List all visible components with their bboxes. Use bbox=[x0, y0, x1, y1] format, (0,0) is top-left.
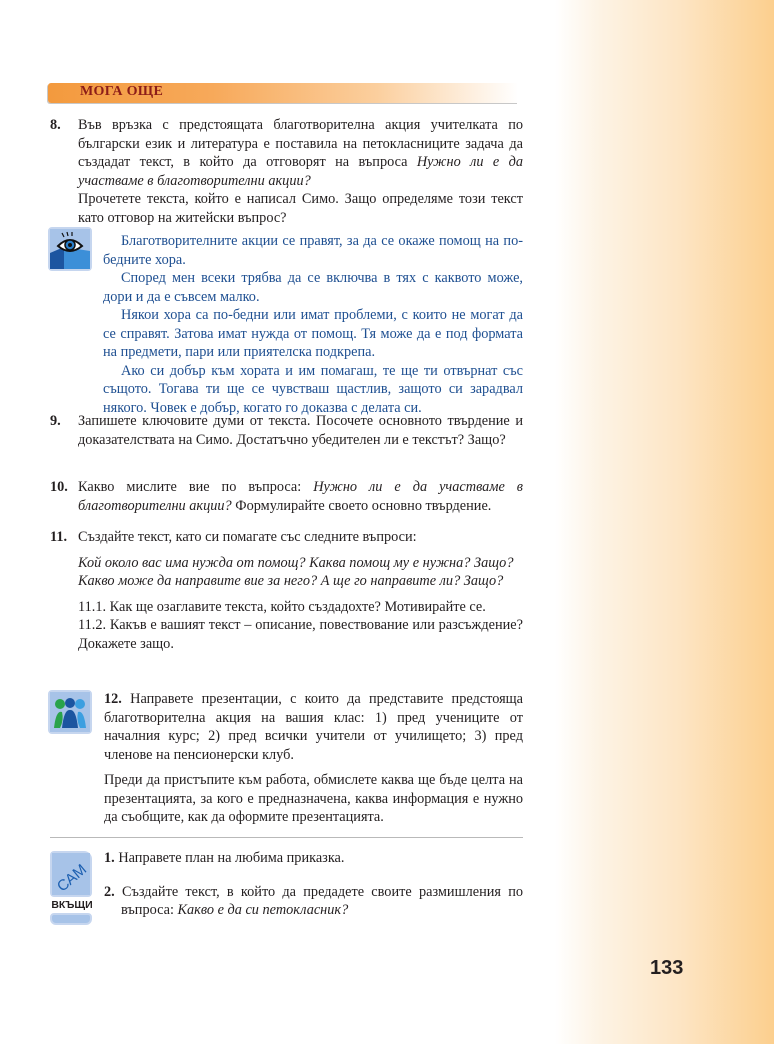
question-8-body bbox=[78, 116, 523, 227]
question-number: 12. bbox=[104, 691, 122, 707]
group-work-icon bbox=[48, 690, 92, 734]
question-11-body bbox=[78, 528, 523, 653]
question-12-body bbox=[104, 690, 523, 764]
question-11 bbox=[50, 528, 523, 653]
question-text: Прочетете текста, който е написал Симо. Защо определяме този текст като отговор на житейски въпрос? bbox=[78, 191, 523, 226]
guiding-question: Какво може да направите вие за него? А ще го направите ли? Защо? bbox=[78, 573, 504, 589]
story-paragraph: Някои хора са по-бедни или имат проблеми, с които не могат да се справят. Затова имат нужда от помощ. Тя може да е под формата на предмети, пари или приятелска подкрепа. bbox=[103, 307, 523, 360]
question-text: Създайте текст, като си помагате със следните въпроси: bbox=[78, 529, 417, 545]
sam-word: САМ bbox=[53, 861, 90, 895]
sub-item: 11.1. Как ще озаглавите текста, който създадохте? Мотивирайте се. bbox=[78, 598, 486, 615]
homework-number: 1. bbox=[104, 850, 115, 866]
question-10 bbox=[50, 478, 523, 515]
sam-vkashti-icon bbox=[50, 851, 92, 897]
story-paragraph: Според мен всеки трябва да се включва в тях с каквото може, дори и да е съвсем малко. bbox=[103, 270, 523, 305]
guiding-question: Кой около вас има нужда от помощ? Каква помощ му е нужна? Защо? bbox=[78, 554, 514, 571]
student-text-simo bbox=[103, 232, 523, 417]
question-12 bbox=[104, 690, 523, 827]
homework-item-1 bbox=[104, 849, 523, 868]
question-text: Във връзка с предстоящата благотворителна акция учителката по български език и литература е поставила на петокласниците задача да създадат текст, в който да отговорят на въпроса bbox=[78, 117, 523, 170]
divider bbox=[50, 837, 523, 838]
question-note: Преди да пристъпите към работа, обмислете каква ще бъде целта на презентацията, за кого е предназначена, каква информация е нужно да съобщите, как да оформите презентацията. bbox=[104, 772, 523, 825]
question-italic-text: Нужно ли е да участваме в благотворителни акции? bbox=[78, 154, 523, 189]
question-number: 10. bbox=[50, 479, 68, 495]
homework-number: 2. bbox=[104, 883, 115, 900]
sub-item: 11.2. Какъв е вашият текст – описание, повествование или разсъждение? Докажете защо. bbox=[78, 617, 523, 652]
question-8 bbox=[50, 116, 523, 227]
section-title: МОГА ОЩЕ bbox=[80, 84, 164, 99]
section-banner bbox=[48, 83, 518, 103]
page-number: 133 bbox=[650, 957, 684, 979]
question-number: 11. bbox=[50, 529, 68, 545]
question-number: 9. bbox=[50, 413, 61, 429]
homework-italic-text: Какво е да си петокласник? bbox=[177, 902, 349, 918]
story-paragraph: Благотворителните акции се правят, за да се окаже помощ на по-бедните хора. bbox=[103, 233, 523, 268]
sam-vkashti-base bbox=[50, 913, 92, 925]
question-number: 8. bbox=[50, 117, 61, 133]
sam-vkashti-label: ВКЪЩИ bbox=[51, 899, 93, 911]
question-9 bbox=[50, 412, 523, 449]
homework-list bbox=[104, 849, 523, 920]
homework-text: Направете план на любима приказка. bbox=[118, 850, 345, 866]
question-text: Запишете ключовите думи от текста. Посочете основното твърдение и доказателствата на Симо. Достатъчно убедителен ли е текстът? Защо? bbox=[78, 413, 523, 448]
question-text: Какво мислите вие по въпроса: bbox=[78, 479, 314, 495]
eye-reading-icon bbox=[48, 227, 92, 271]
homework-text: Създайте текст, в който да предадете своите размишления по въпроса: bbox=[121, 883, 523, 918]
story-paragraph: Ако си добър към хората и им помагаш, те ще ти отвърнат със същото. Тогава ти ще се чувстваш щастлив, защото си зарадвал някого. Човек е добър, когато го доказва с делата си. bbox=[103, 362, 523, 416]
question-text: Направете презентации, с които да представите предстояща благотворителна акция на вашия клас: 1) пред учениците от началния курс; 2) пред всички учители от училището; 3) пред членове на пенсионерски клуб. bbox=[104, 691, 524, 763]
question-italic-text: Нужно ли е да участваме в благотворителни акции? bbox=[78, 479, 523, 514]
question-text: Формулирайте своето основно твърдение. bbox=[231, 497, 492, 514]
homework-item-2 bbox=[104, 883, 523, 920]
question-10-body bbox=[78, 478, 523, 515]
